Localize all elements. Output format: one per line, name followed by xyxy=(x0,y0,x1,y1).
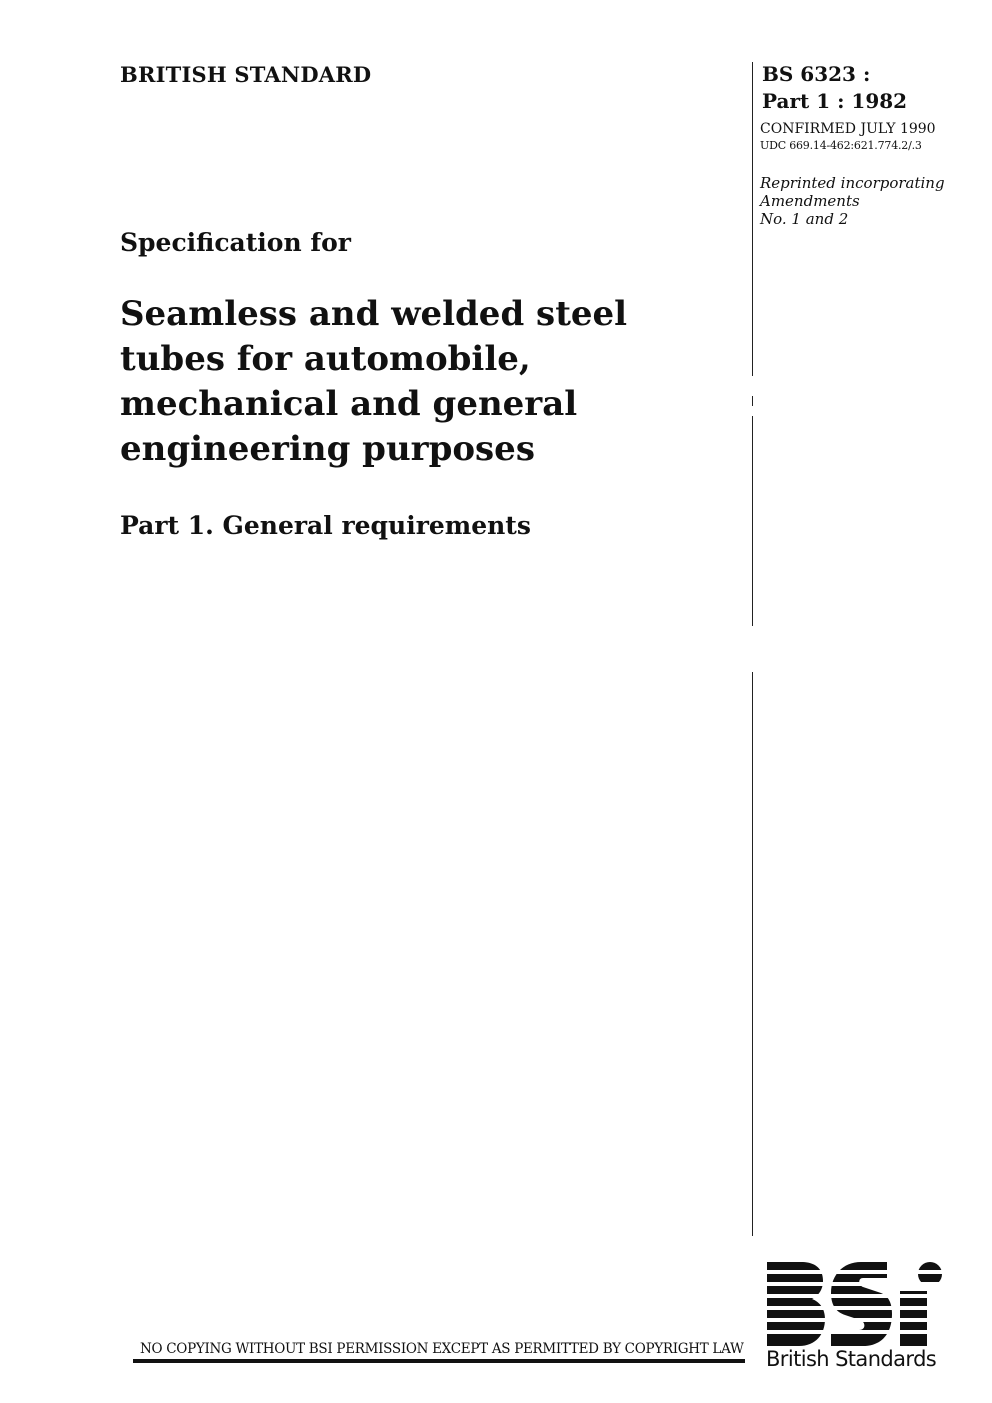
title-line: Seamless and welded steel xyxy=(120,294,628,334)
title-line: tubes for automobile, xyxy=(120,339,531,379)
margin-rule xyxy=(752,416,753,626)
reprint-line: Amendments xyxy=(760,192,860,210)
british-standards-wordmark: British Standards xyxy=(766,1347,937,1371)
specification-label: Specification for xyxy=(120,228,351,257)
document-type-label: BRITISH STANDARD xyxy=(120,62,372,87)
margin-rule xyxy=(752,62,753,376)
margin-rule xyxy=(752,672,753,1236)
reprint-line: No. 1 and 2 xyxy=(760,210,849,228)
standard-part-line: Part 1 : 1982 xyxy=(762,89,908,113)
title-line: mechanical and general xyxy=(120,384,578,424)
bsi-logo xyxy=(767,1262,943,1346)
copyright-notice: NO COPYING WITHOUT BSI PERMISSION EXCEPT AS PERMITTED BY COPYRIGHT LAW xyxy=(140,1341,744,1357)
confirmation-status: CONFIRMED JULY 1990 xyxy=(760,121,936,137)
udc-code: UDC 669.14-462:621.774.2/.3 xyxy=(760,139,922,152)
part-title: Part 1. General requirements xyxy=(120,511,531,540)
reprint-line: Reprinted incorporating xyxy=(760,174,945,192)
standard-number xyxy=(762,61,907,115)
title-line: engineering purposes xyxy=(120,429,535,469)
margin-rule xyxy=(752,396,753,406)
copyright-rule xyxy=(133,1359,745,1363)
page-title xyxy=(120,292,627,472)
standard-number-line: BS 6323 : xyxy=(762,62,871,86)
reprint-note xyxy=(760,174,945,228)
